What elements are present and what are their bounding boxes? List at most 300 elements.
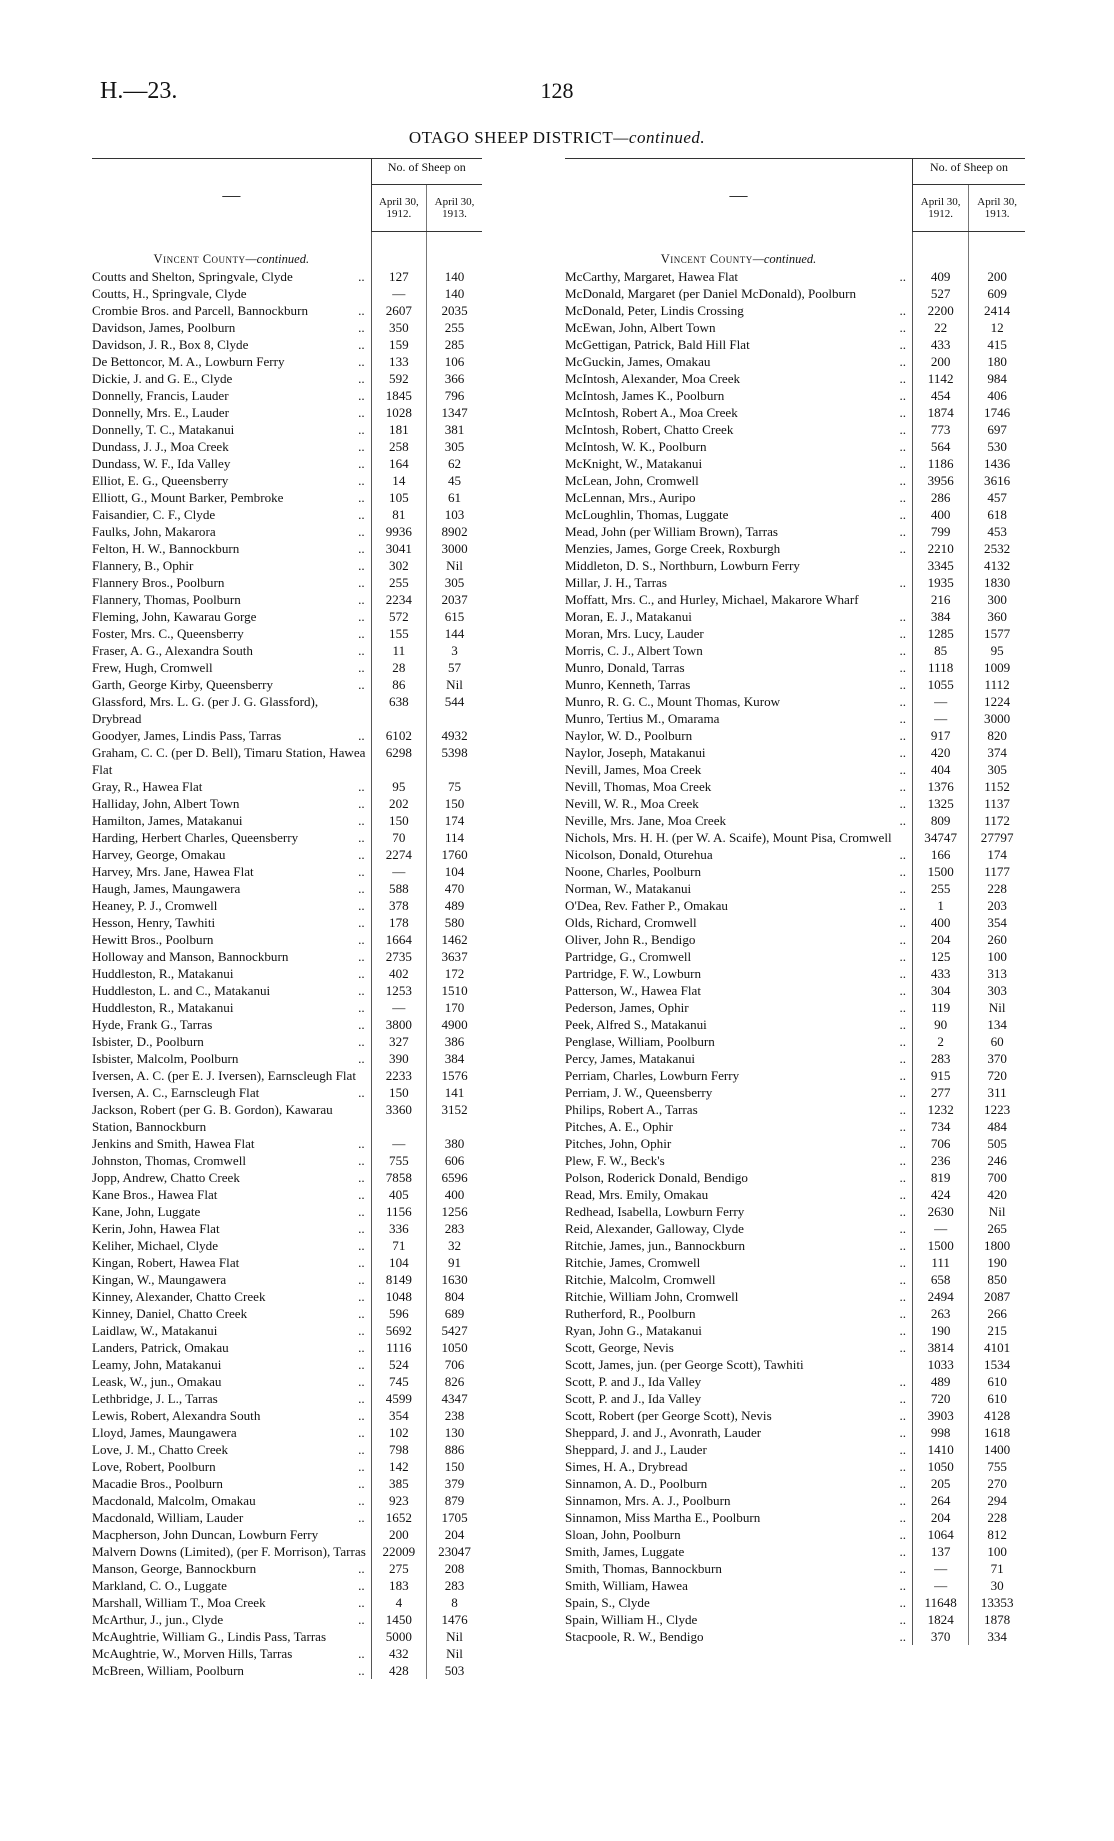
owner-name (565, 472, 913, 489)
owner-name-text: Dickie, J. and G. E., Clyde (92, 371, 233, 386)
sheep-1912: 592 (371, 370, 426, 387)
header-group: No. of Sheep on (913, 159, 1025, 185)
sheep-1912: 1376 (913, 778, 969, 795)
sheep-1912: 572 (371, 608, 426, 625)
table-row (565, 1152, 1025, 1169)
owner-name (565, 540, 913, 557)
owner-name-text: Reid, Alexander, Galloway, Clyde (565, 1221, 744, 1236)
leader-dots: .. (899, 1476, 907, 1491)
owner-name-text: Garth, George Kirby, Queensberry (92, 677, 274, 692)
leader-dots: .. (358, 1221, 365, 1236)
county-heading (565, 231, 1025, 268)
owner-name (92, 1356, 371, 1373)
leader-dots: .. (899, 643, 907, 658)
leader-dots: .. (358, 1646, 365, 1661)
sheep-1912: 1118 (913, 659, 969, 676)
owner-name (92, 863, 371, 880)
owner-name (92, 1424, 371, 1441)
owner-name-text: Rutherford, R., Poolburn (565, 1306, 696, 1321)
sheep-1913: 580 (427, 914, 482, 931)
table-row (92, 1458, 482, 1475)
sheep-1913: 208 (427, 1560, 482, 1577)
sheep-1912: 998 (913, 1424, 969, 1441)
leader-dots: .. (899, 575, 907, 590)
table-row (92, 676, 482, 693)
leader-dots: .. (358, 830, 365, 845)
table-row (565, 999, 1025, 1016)
sheep-1913: Nil (427, 676, 482, 693)
leader-dots: .. (899, 303, 907, 318)
leader-dots: .. (899, 269, 907, 284)
owner-name-text: Keliher, Michael, Clyde (92, 1238, 219, 1253)
leader-dots: .. (899, 1527, 907, 1542)
sheep-1913: 820 (969, 727, 1025, 744)
sheep-1913: 180 (969, 353, 1025, 370)
leader-dots: .. (899, 1034, 907, 1049)
table-row (565, 1033, 1025, 1050)
sheep-1913: 174 (427, 812, 482, 829)
sheep-1912: 28 (371, 659, 426, 676)
owner-name-text: Elliot, E. G., Queensberry (92, 473, 229, 488)
table-row (92, 829, 482, 846)
sheep-1913: 2414 (969, 302, 1025, 319)
owner-name-text: Fraser, A. G., Alexandra South (92, 643, 253, 658)
leader-dots: .. (358, 456, 365, 471)
sheep-1913: 415 (969, 336, 1025, 353)
owner-name-text: Glassford, Mrs. L. G. (per J. G. Glassford), Drybread (92, 694, 319, 726)
sheep-1913: Nil (427, 557, 482, 574)
owner-name-text: Jackson, Robert (per G. B. Gordon), Kawarau Station, Bannockburn (92, 1102, 333, 1134)
leader-dots: .. (358, 1459, 365, 1474)
owner-name-text: Ritchie, James, jun., Bannockburn (565, 1238, 746, 1253)
owner-name (92, 846, 371, 863)
sheep-1912: 350 (371, 319, 426, 336)
sheep-1913: 32 (427, 1237, 482, 1254)
table-row (92, 506, 482, 523)
owner-name (92, 285, 371, 302)
owner-name-text: Philips, Robert A., Tarras (565, 1102, 698, 1117)
owner-name-text: Macdonald, William, Lauder (92, 1510, 244, 1525)
owner-name (92, 523, 371, 540)
sheep-1913: 3000 (427, 540, 482, 557)
owner-name-text: McDonald, Peter, Lindis Crossing (565, 303, 744, 318)
sheep-1913: 305 (969, 761, 1025, 778)
owner-name (92, 1288, 371, 1305)
leader-dots: .. (358, 813, 365, 828)
owner-name (92, 1611, 371, 1628)
owner-name-text: Norman, W., Matakanui (565, 881, 692, 896)
sheep-1912: 1050 (913, 1458, 969, 1475)
owner-name (565, 778, 913, 795)
owner-name-text: Kingan, Robert, Hawea Flat (92, 1255, 240, 1270)
sheep-1912: 4599 (371, 1390, 426, 1407)
owner-name (92, 1577, 371, 1594)
sheep-1912: 111 (913, 1254, 969, 1271)
table-row (92, 931, 482, 948)
sheep-1912: 70 (371, 829, 426, 846)
sheep-1913: 170 (427, 999, 482, 1016)
owner-name-text: McIntosh, Robert, Chatto Creek (565, 422, 734, 437)
owner-name-text: Harding, Herbert Charles, Queensberry (92, 830, 299, 845)
leader-dots: .. (358, 1272, 365, 1287)
sheep-1913: 457 (969, 489, 1025, 506)
table-row (92, 370, 482, 387)
table-row (565, 1509, 1025, 1526)
page-number: 128 (540, 78, 574, 103)
owner-name-text: Partridge, G., Cromwell (565, 949, 692, 964)
sheep-1912: 204 (913, 1509, 969, 1526)
owner-name-text: Sinnamon, Mrs. A. J., Poolburn (565, 1493, 731, 1508)
sheep-1913: Nil (427, 1645, 482, 1662)
sheep-1913: 360 (969, 608, 1025, 625)
table-row (92, 455, 482, 472)
table-row (565, 1373, 1025, 1390)
sheep-1912: — (913, 1577, 969, 1594)
owner-name (565, 914, 913, 931)
sheep-1913: 609 (969, 285, 1025, 302)
sheep-1913: 71 (969, 1560, 1025, 1577)
sheep-1912: 258 (371, 438, 426, 455)
owner-name (92, 693, 371, 727)
owner-name (92, 472, 371, 489)
owner-name (92, 948, 371, 965)
sheep-1913: 8902 (427, 523, 482, 540)
table-row (565, 1067, 1025, 1084)
table-row (565, 948, 1025, 965)
sheep-1913: 850 (969, 1271, 1025, 1288)
owner-name-text: Scott, Robert (per George Scott), Nevis (565, 1408, 772, 1423)
sheep-1912: 1410 (913, 1441, 969, 1458)
leader-dots: .. (899, 898, 907, 913)
owner-name (565, 1339, 913, 1356)
sheep-1913: 489 (427, 897, 482, 914)
sheep-1912: 755 (371, 1152, 426, 1169)
table-row (92, 1135, 482, 1152)
leader-dots: .. (358, 983, 365, 998)
table-row (565, 336, 1025, 353)
owner-name (92, 1441, 371, 1458)
owner-name (565, 880, 913, 897)
leader-dots: .. (358, 507, 365, 522)
table-row (92, 285, 482, 302)
sheep-1913: 1534 (969, 1356, 1025, 1373)
table-row (565, 353, 1025, 370)
leader-dots: .. (899, 473, 907, 488)
spacer-cell (969, 231, 1025, 268)
sheep-1912: 524 (371, 1356, 426, 1373)
table-row (92, 1475, 482, 1492)
sheep-1912: 102 (371, 1424, 426, 1441)
leader-dots: .. (899, 388, 907, 403)
table-row (565, 1101, 1025, 1118)
leader-dots: .. (899, 541, 907, 556)
owner-name-text: Flannery, Thomas, Poolburn (92, 592, 241, 607)
sheep-1912: 385 (371, 1475, 426, 1492)
owner-name-text: Sinnamon, A. D., Poolburn (565, 1476, 708, 1491)
sheep-1913: 804 (427, 1288, 482, 1305)
sheep-1912: 283 (913, 1050, 969, 1067)
owner-name (92, 1033, 371, 1050)
owner-name-text: Ritchie, William John, Cromwell (565, 1289, 739, 1304)
sheep-1912: 915 (913, 1067, 969, 1084)
leader-dots: .. (899, 847, 907, 862)
leader-dots: .. (358, 1561, 365, 1576)
table-row (92, 1152, 482, 1169)
sheep-1912: 133 (371, 353, 426, 370)
sheep-1912: 302 (371, 557, 426, 574)
leader-dots: .. (899, 1102, 907, 1117)
sheep-1913: 1400 (969, 1441, 1025, 1458)
sheep-1913: Nil (969, 1203, 1025, 1220)
sheep-1913: 1436 (969, 455, 1025, 472)
leader-dots: .. (358, 558, 365, 573)
sheep-1913: 886 (427, 1441, 482, 1458)
table-row (92, 489, 482, 506)
owner-name-text: Pitches, A. E., Ophir (565, 1119, 674, 1134)
owner-name-text: Flannery, B., Ophir (92, 558, 194, 573)
table-row (92, 353, 482, 370)
table-row (92, 1356, 482, 1373)
right-column (565, 158, 1025, 1645)
leader-dots: .. (358, 371, 365, 386)
owner-name (92, 676, 371, 693)
table-row (565, 795, 1025, 812)
sheep-1912: 4 (371, 1594, 426, 1611)
leader-dots: .. (358, 1663, 365, 1678)
sheep-1913: 706 (427, 1356, 482, 1373)
owner-name (565, 336, 913, 353)
owner-name (92, 506, 371, 523)
sheep-1913: 610 (969, 1373, 1025, 1390)
leader-dots: .. (358, 592, 365, 607)
table-row (565, 982, 1025, 999)
sheep-1913: 305 (427, 438, 482, 455)
owner-name (565, 1407, 913, 1424)
table-row (565, 1118, 1025, 1135)
header-year-1913: April 30, 1913. (969, 184, 1025, 231)
owner-name (565, 1509, 913, 1526)
sheep-1913: 285 (427, 336, 482, 353)
leader-dots: .. (899, 779, 907, 794)
owner-name (565, 1458, 913, 1475)
county-suffix: —continued. (245, 252, 310, 266)
owner-name-text: Johnston, Thomas, Cromwell (92, 1153, 246, 1168)
table-row (92, 1492, 482, 1509)
owner-name (92, 455, 371, 472)
table-row (565, 1390, 1025, 1407)
owner-name (92, 421, 371, 438)
table-row (92, 1237, 482, 1254)
sheep-1913: 420 (969, 1186, 1025, 1203)
owner-name (92, 353, 371, 370)
sheep-1912: 409 (913, 268, 969, 285)
table-row (92, 336, 482, 353)
sheep-1913: 283 (427, 1577, 482, 1594)
owner-name (565, 812, 913, 829)
owner-name (565, 1628, 913, 1645)
owner-name-text: Graham, C. C. (per D. Bell), Timaru Station, Hawea Flat (92, 745, 366, 777)
sheep-1912: 3800 (371, 1016, 426, 1033)
sheep-1912: 264 (913, 1492, 969, 1509)
owner-name (92, 370, 371, 387)
owner-name-text: Sheppard, J. and J., Lauder (565, 1442, 707, 1457)
owner-name-text: Nichols, Mrs. H. H. (per W. A. Scaife), Mount Pisa, Cromwell (565, 830, 892, 845)
sheep-1913: 13353 (969, 1594, 1025, 1611)
owner-name (565, 1254, 913, 1271)
leader-dots: .. (899, 932, 907, 947)
owner-name (92, 1203, 371, 1220)
table-row (92, 812, 482, 829)
owner-name-text: Harvey, Mrs. Jane, Hawea Flat (92, 864, 254, 879)
table-row (565, 863, 1025, 880)
county-heading-cell (92, 231, 371, 268)
owner-name-text: Davidson, James, Poolburn (92, 320, 236, 335)
owner-name-text: McArthur, J., jun., Clyde (92, 1612, 224, 1627)
sheep-1912: 1874 (913, 404, 969, 421)
header-year-1912: April 30, 1912. (371, 184, 426, 231)
sheep-1913: 106 (427, 353, 482, 370)
sheep-1913: 45 (427, 472, 482, 489)
owner-name-text: Markland, C. O., Luggate (92, 1578, 227, 1593)
leader-dots: .. (899, 864, 907, 879)
owner-name (565, 1169, 913, 1186)
owner-name (565, 829, 913, 846)
owner-name (92, 999, 371, 1016)
owner-name-text: Penglase, William, Poolburn (565, 1034, 715, 1049)
table-row (92, 1526, 482, 1543)
sheep-1912: 1500 (913, 863, 969, 880)
owner-name (565, 1526, 913, 1543)
sheep-1913: 3000 (969, 710, 1025, 727)
owner-name-text: Nevill, W. R., Moa Creek (565, 796, 699, 811)
table-row (565, 931, 1025, 948)
sheep-1913: 246 (969, 1152, 1025, 1169)
owner-name-text: Coutts and Shelton, Springvale, Clyde (92, 269, 293, 284)
owner-name (92, 540, 371, 557)
owner-name (92, 1152, 371, 1169)
owner-name (92, 1237, 371, 1254)
owner-name (565, 710, 913, 727)
sheep-1913: 366 (427, 370, 482, 387)
leader-dots: .. (358, 1408, 365, 1423)
owner-name (92, 302, 371, 319)
leader-dots: .. (358, 728, 365, 743)
owner-name-text: Malvern Downs (Limited), (per F. Morrison), Tarras (92, 1544, 366, 1559)
sheep-1913: 114 (427, 829, 482, 846)
table-row (565, 1305, 1025, 1322)
leader-dots: .. (899, 490, 907, 505)
sheep-1913: 228 (969, 1509, 1025, 1526)
table-row (92, 387, 482, 404)
sheep-1912: 489 (913, 1373, 969, 1390)
table-row (565, 1237, 1025, 1254)
owner-name-text: Olds, Richard, Cromwell (565, 915, 697, 930)
owner-name-text: Faisandier, C. F., Clyde (92, 507, 216, 522)
sheep-1912: 155 (371, 625, 426, 642)
table-row (565, 812, 1025, 829)
owner-name (92, 1458, 371, 1475)
right-table (565, 158, 1025, 1645)
leader-dots: .. (358, 898, 365, 913)
table-row (92, 1101, 482, 1135)
owner-name-text: Huddleston, R., Matakanui (92, 966, 234, 981)
owner-name-text: Mead, John (per William Brown), Tarras (565, 524, 778, 539)
table-row (92, 778, 482, 795)
table-row (565, 965, 1025, 982)
leader-dots: .. (358, 1136, 365, 1151)
sheep-1913: 1177 (969, 863, 1025, 880)
owner-name (92, 829, 371, 846)
owner-name (565, 948, 913, 965)
sheep-1913: 453 (969, 523, 1025, 540)
sheep-1912: 354 (371, 1407, 426, 1424)
owner-name-text: Morris, C. J., Albert Town (565, 643, 703, 658)
table-row (92, 1084, 482, 1101)
leader-dots: .. (899, 1306, 907, 1321)
sheep-1913: 57 (427, 659, 482, 676)
leader-dots: .. (899, 1612, 907, 1627)
table-row (565, 1254, 1025, 1271)
owner-name-text: Scott, James, jun. (per George Scott), Tawhiti (565, 1357, 804, 1372)
owner-name-text: McIntosh, Alexander, Moa Creek (565, 371, 741, 386)
leader-dots: .. (899, 371, 907, 386)
sheep-1913: 374 (969, 744, 1025, 761)
leader-dots: .. (358, 524, 365, 539)
sheep-1913: 1476 (427, 1611, 482, 1628)
owner-name (565, 489, 913, 506)
owner-name-text: Smith, William, Hawea (565, 1578, 688, 1593)
sheep-1913: 984 (969, 370, 1025, 387)
sheep-1912: 202 (371, 795, 426, 812)
sheep-1913: 1746 (969, 404, 1025, 421)
owner-name-text: Spain, William H., Clyde (565, 1612, 698, 1627)
table-row (565, 846, 1025, 863)
owner-name (92, 880, 371, 897)
header-group: No. of Sheep on (371, 159, 482, 185)
owner-name-text: Flannery Bros., Poolburn (92, 575, 225, 590)
table-row (92, 421, 482, 438)
sheep-1913: 2087 (969, 1288, 1025, 1305)
leader-dots: .. (899, 609, 907, 624)
sheep-1913: 2532 (969, 540, 1025, 557)
owner-name-text: Moffatt, Mrs. C., and Hurley, Michael, Makarore Wharf (565, 592, 859, 607)
sheep-1912: 125 (913, 948, 969, 965)
owner-name (565, 387, 913, 404)
leader-dots: .. (899, 762, 907, 777)
leader-dots: .. (358, 1442, 365, 1457)
owner-name-text: Neville, Mrs. Jane, Moa Creek (565, 813, 727, 828)
leader-dots: .. (899, 711, 907, 726)
owner-name-text: Dundass, J. J., Moa Creek (92, 439, 229, 454)
sheep-1913: 303 (969, 982, 1025, 999)
leader-dots: .. (899, 1629, 907, 1644)
table-row (92, 1033, 482, 1050)
table-row (565, 744, 1025, 761)
owner-name (92, 1169, 371, 1186)
leader-dots: .. (899, 320, 907, 335)
owner-name-text: Macpherson, John Duncan, Lowburn Ferry (92, 1527, 319, 1542)
sheep-1912: 1 (913, 897, 969, 914)
sheep-1912: 706 (913, 1135, 969, 1152)
sheep-1913: 354 (969, 914, 1025, 931)
county-name: Vincent County (153, 252, 246, 266)
sheep-1913: 12 (969, 319, 1025, 336)
sheep-1913: 1577 (969, 625, 1025, 642)
table-row (565, 421, 1025, 438)
sheep-1912: 336 (371, 1220, 426, 1237)
sheep-1913: 400 (427, 1186, 482, 1203)
owner-name (92, 1560, 371, 1577)
